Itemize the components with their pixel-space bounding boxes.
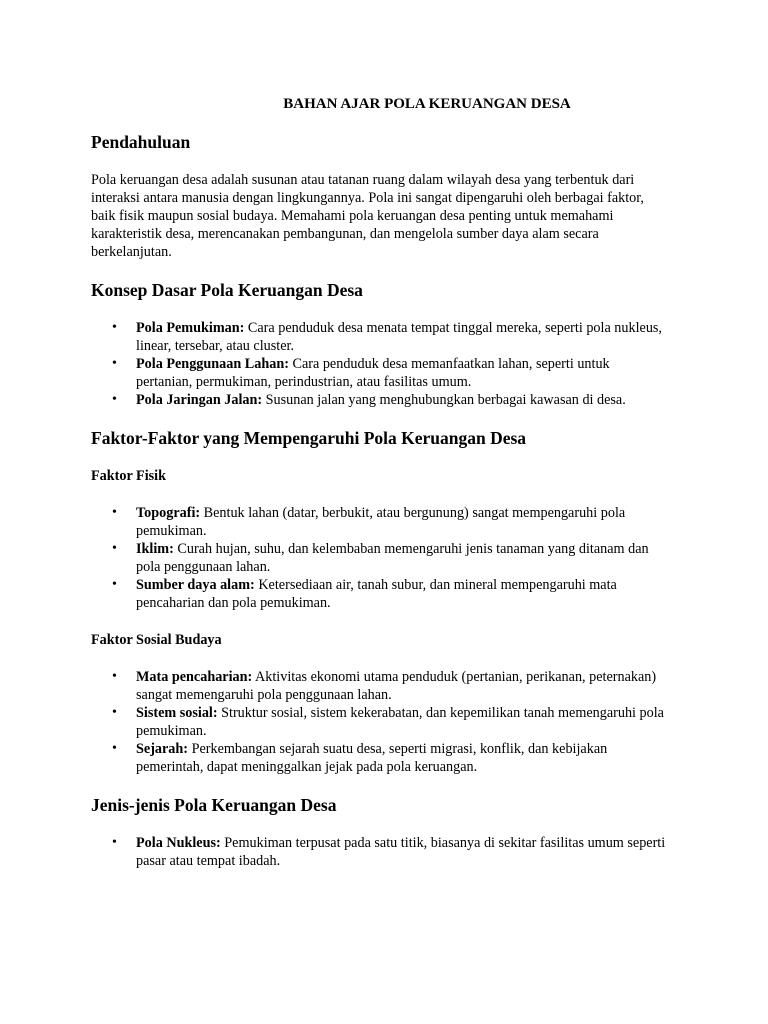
- list-item: [136, 704, 668, 740]
- list-item-desc: Perkembangan sejarah suatu desa, seperti migrasi, konflik, dan kebijakan pemerintah, dapat meninggalkan jejak pada pola keruangan.: [136, 741, 608, 775]
- list-item-desc: Bentuk lahan (datar, berbukit, atau bergunung) sangat mempengaruhi pola pemukiman.: [136, 505, 626, 539]
- list-item-term: Sistem sosial:: [136, 705, 218, 721]
- section-heading-faktor: Faktor-Faktor yang Mempengaruhi Pola Keruangan Desa: [91, 428, 527, 448]
- list-item-desc: Ketersediaan air, tanah subur, dan mineral mempengaruhi mata pencaharian dan pola pemukiman.: [136, 577, 617, 611]
- list-item: [136, 740, 668, 776]
- faktor-sosial-list: [91, 668, 668, 776]
- intro-paragraph: Pola keruangan desa adalah susunan atau tatanan ruang dalam wilayah desa yang terbentuk dari interaksi antara manusia dengan lingkungannya. Pola ini sangat dipengaruhi oleh berbagai faktor, baik fisik maupun sosial budaya. Memahami pola keruangan desa penting untuk memahami karakteristik desa, merencanakan pembangunan, dan mengelola sumber daya alam secara berkelanjutan.: [91, 172, 644, 260]
- list-item-desc: Curah hujan, suhu, dan kelembaban memengaruhi jenis tanaman yang ditanam dan pola penggunaan lahan.: [136, 541, 649, 575]
- list-item-term: Pola Penggunaan Lahan:: [136, 356, 289, 372]
- list-item: [136, 668, 668, 704]
- list-item-term: Mata pencaharian:: [136, 669, 253, 685]
- subheading-faktor-fisik: Faktor Fisik: [91, 468, 167, 484]
- faktor-fisik-list: [91, 504, 668, 612]
- list-item-term: Pola Jaringan Jalan:: [136, 392, 263, 408]
- konsep-list: [91, 319, 668, 409]
- list-item: [136, 540, 668, 576]
- list-item-term: Iklim:: [136, 541, 174, 557]
- jenis-list: [91, 834, 668, 870]
- list-item: [136, 504, 668, 540]
- section-heading-pendahuluan: Pendahuluan: [91, 132, 191, 152]
- list-item: [136, 834, 668, 870]
- list-item: [136, 319, 668, 355]
- list-item-term: Pola Pemukiman:: [136, 320, 245, 336]
- list-item-desc: Susunan jalan yang menghubungkan berbagai kawasan di desa.: [262, 392, 626, 408]
- list-item-desc: Aktivitas ekonomi utama penduduk (pertanian, perikanan, peternakan) sangat memengaruhi pola penggunaan lahan.: [136, 669, 657, 703]
- list-item-term: Topografi:: [136, 505, 201, 521]
- list-item-desc: Struktur sosial, sistem kekerabatan, dan kepemilikan tanah memengaruhi pola pemukiman.: [136, 705, 664, 739]
- section-heading-konsep: Konsep Dasar Pola Keruangan Desa: [91, 280, 363, 300]
- document-title: BAHAN AJAR POLA KERUANGAN DESA: [283, 96, 571, 112]
- list-item-desc: Cara penduduk desa memanfaatkan lahan, seperti untuk pertanian, permukiman, perindustrian, atau fasilitas umum.: [136, 356, 610, 390]
- subheading-faktor-sosial-budaya: Faktor Sosial Budaya: [91, 632, 222, 648]
- list-item-term: Sumber daya alam:: [136, 577, 255, 593]
- list-item: [136, 576, 668, 612]
- list-item-desc: Pemukiman terpusat pada satu titik, biasanya di sekitar fasilitas umum seperti pasar atau tempat ibadah.: [136, 835, 666, 869]
- list-item: [136, 391, 668, 409]
- section-heading-jenis: Jenis-jenis Pola Keruangan Desa: [91, 795, 337, 815]
- list-item: [136, 355, 668, 391]
- list-item-term: Pola Nukleus:: [136, 835, 221, 851]
- list-item-desc: Cara penduduk desa menata tempat tinggal mereka, seperti pola nukleus, linear, tersebar, atau cluster.: [136, 320, 662, 354]
- list-item-term: Sejarah:: [136, 741, 189, 757]
